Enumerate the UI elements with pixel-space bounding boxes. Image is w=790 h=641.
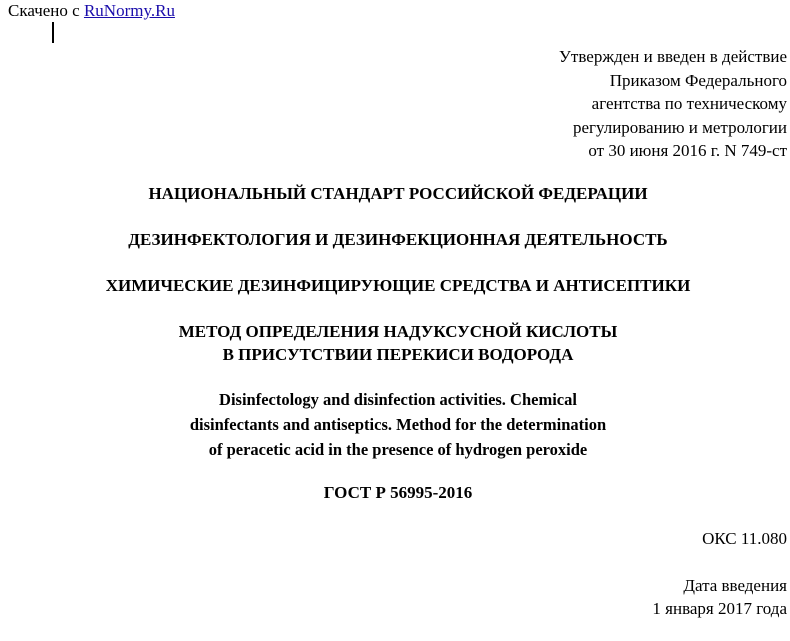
effective-date-block [652,574,787,620]
approval-line: от 30 июня 2016 г. N 749-ст [588,141,787,160]
approval-block [559,45,787,163]
runormy-link[interactable]: RuNormy.Ru [83,1,175,20]
approval-line: Утвержден и введен в действие [558,47,787,66]
approval-line: регулированию и метрологии [572,117,787,137]
english-title-line: Disinfectology and disinfection activities. Chemical [219,390,577,409]
method-title-line: МЕТОД ОПРЕДЕЛЕНИЯ НАДУКСУСНОЙ КИСЛОТЫ [178,322,618,341]
english-title-line: disinfectants and antiseptics. Method for the determination [189,415,607,434]
source-line [8,1,175,21]
approval-line: агентства по техническому [591,94,787,113]
source-prefix: Скачено с [8,1,80,20]
english-title-line: of peracetic acid in the presence of hydrogen peroxide [208,440,588,459]
english-title [0,387,790,462]
text-cursor [52,22,54,43]
approval-line: Приказом Федерального [609,70,787,90]
method-title-line: В ПРИСУТСТВИИ ПЕРЕКИСИ ВОДОРОДА [222,345,574,364]
standard-title: НАЦИОНАЛЬНЫЙ СТАНДАРТ РОССИЙСКОЙ ФЕДЕРАЦИИ [148,184,648,203]
effective-date-label: Дата введения [683,576,787,595]
oks-code: ОКС 11.080 [702,529,787,548]
field-title: ДЕЗИНФЕКТОЛОГИЯ И ДЕЗИНФЕКЦИОННАЯ ДЕЯТЕЛЬНОСТЬ [128,230,668,249]
method-title [0,320,790,366]
subject-title: ХИМИЧЕСКИЕ ДЕЗИНФИЦИРУЮЩИЕ СРЕДСТВА И АНТИСЕПТИКИ [105,276,691,295]
gost-number: ГОСТ Р 56995-2016 [323,483,473,502]
effective-date-value: 1 января 2017 года [652,599,787,618]
